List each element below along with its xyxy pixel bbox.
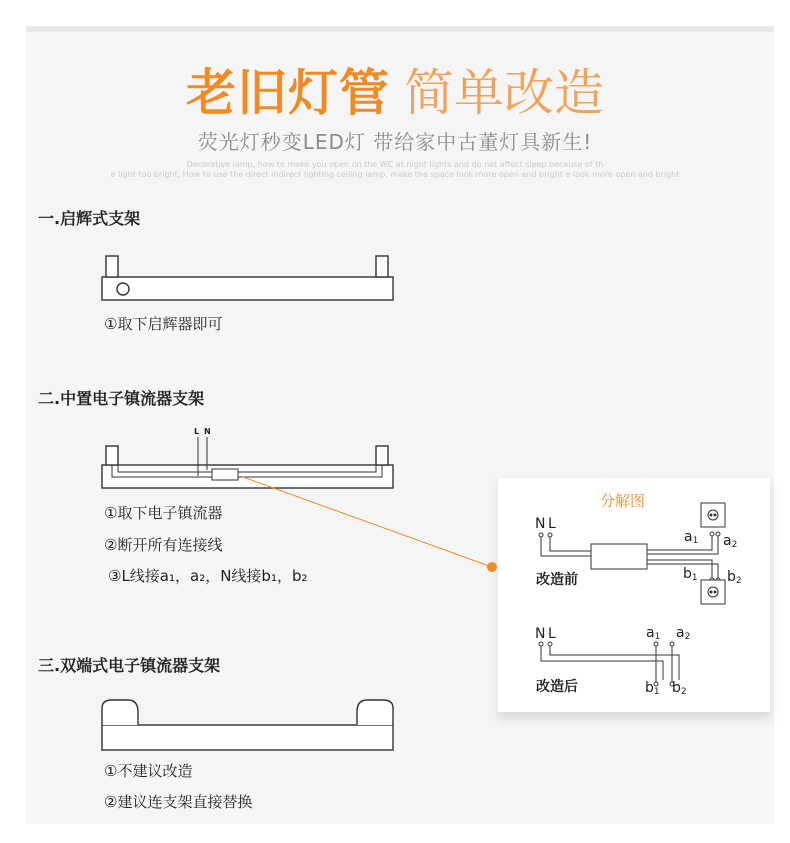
before-b1-label: b1 [683,566,698,583]
before-label: 改造前 [536,572,578,588]
terminal-n-label: N [204,427,211,436]
before-b2-label: b2 [727,569,742,586]
callout-leader-dot [487,562,497,572]
after-a2-label: a2 [676,625,691,642]
before-l-label: L [548,516,556,532]
section2-step-1: ①取下电子镇流器 [104,504,223,522]
after-b1-label: b1 [645,680,660,697]
double-ended-fixture-drawing [102,700,393,750]
section3-step-1: ①不建议改造 [104,762,193,780]
after-l-label: L [548,626,556,642]
section2-step-2: ②断开所有连接线 [104,536,223,554]
section3-heading: 三.双端式电子镇流器支架 [38,656,221,675]
decorative-english-line-2: e light too bright, How to use the direct indirect lighting ceiling lamp, make the space look more open and bright e look more open and bright [110,170,680,179]
section2-heading: 二.中置电子镇流器支架 [38,389,205,408]
starter-fixture-drawing [102,256,393,300]
before-a2-label: a2 [723,533,738,550]
after-n-label: N [535,626,546,642]
section3-step-2: ②建议连支架直接替换 [104,793,253,811]
after-b2-label: b2 [672,680,687,697]
center-ballast-fixture-drawing [102,437,393,488]
after-label: 改造后 [536,679,578,695]
title-bold: 老旧灯管 [186,64,390,122]
page-subtitle: 荧光灯秒变LED灯 带给家中古董灯具新生! [197,130,593,154]
title-light: 简单改造 [404,64,604,122]
exploded-view-title: 分解图 [600,492,646,510]
section1-heading: 一.启辉式支架 [38,209,141,228]
decorative-english-line-1: Decorative lamp, how to make you open on the WC at night lights and do not affect sleep because of th [186,160,604,169]
section1-step-1: ①取下启辉器即可 [104,315,223,333]
callout-leader-line [243,477,492,567]
section2-step-3: ③L线接a₁，a₂，N线接b₁，b₂ [108,567,308,585]
after-a1-label: a1 [646,625,661,642]
before-n-label: N [535,516,546,532]
terminal-l-label: L [194,427,200,436]
before-a1-label: a1 [684,529,699,546]
before-wiring-diagram [539,503,725,604]
